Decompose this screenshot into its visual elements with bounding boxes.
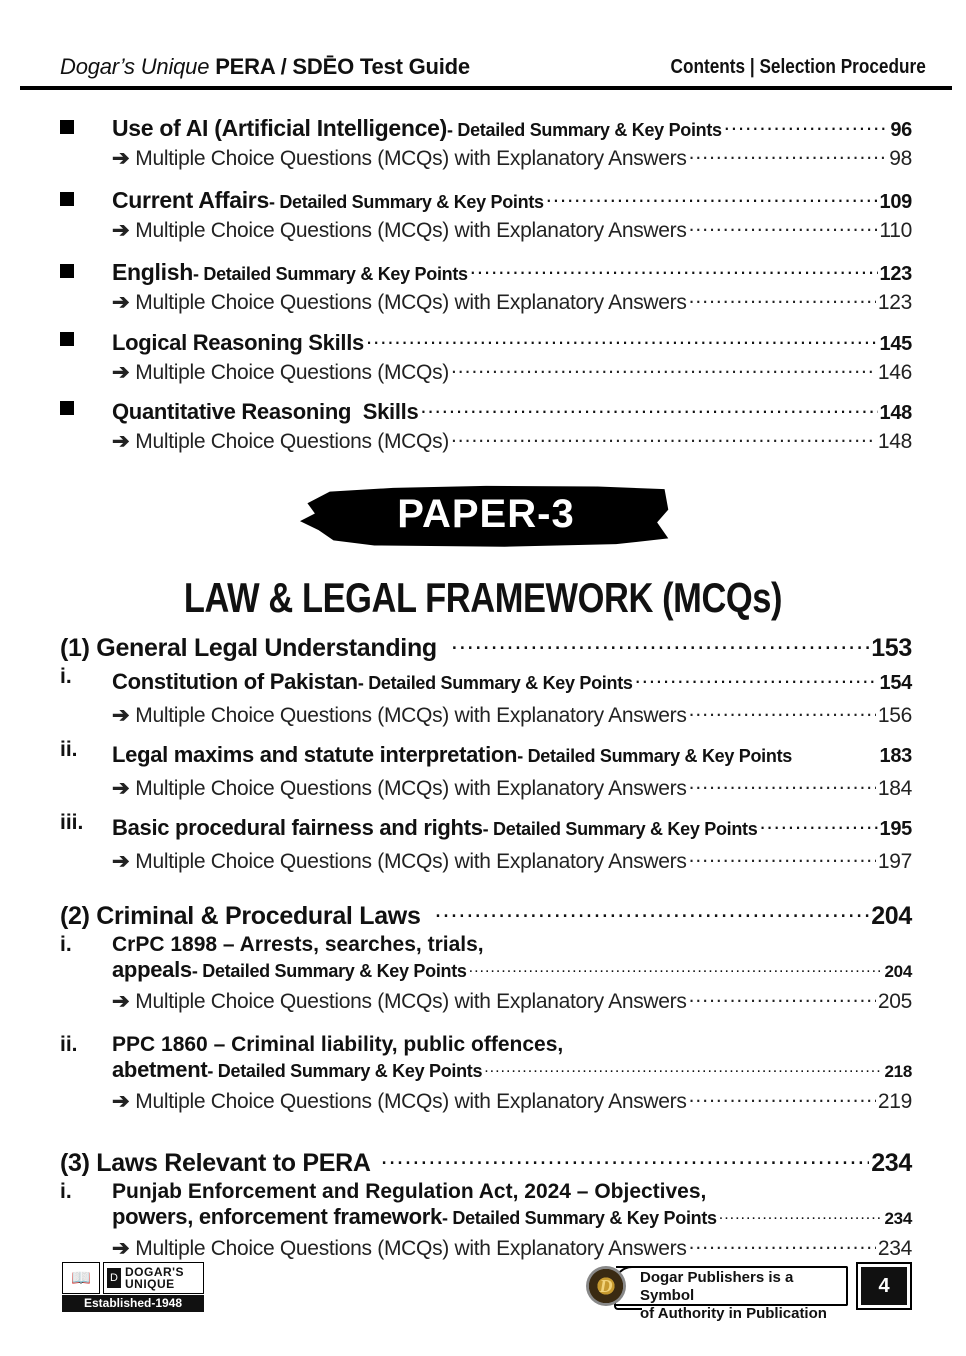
topic-title: Logical Reasoning Skills	[112, 330, 364, 356]
dot-leader	[420, 395, 877, 419]
arrow-right-icon: ➔	[112, 430, 130, 454]
logo-line-1: DOGAR'S	[125, 1265, 185, 1279]
section-heading-row[interactable]	[60, 1143, 912, 1178]
paper-banner	[300, 478, 672, 554]
dot-leader	[689, 286, 876, 309]
dot-leader	[724, 112, 889, 136]
roman-numeral: ii.	[60, 737, 78, 761]
toc-topic-row[interactable]	[112, 395, 912, 425]
dot-leader	[451, 425, 876, 448]
footer-slogan-block	[586, 1262, 912, 1322]
roman-numeral: ii.	[60, 1032, 78, 1056]
toc-topic-row[interactable]	[112, 811, 912, 841]
dogar-mark-icon: D	[107, 1268, 121, 1288]
book-reader-icon: 📖	[62, 1262, 100, 1294]
topic-title: English	[112, 259, 193, 286]
dot-leader	[689, 142, 888, 165]
arrow-right-icon: ➔	[112, 219, 130, 243]
dot-leader	[689, 985, 876, 1008]
page-number-box	[856, 1262, 912, 1310]
guide-title: PERA / SDĒO Test Guide	[215, 54, 470, 79]
toc-mcq-row[interactable]	[112, 1085, 912, 1114]
arrow-right-icon: ➔	[112, 147, 130, 171]
book-title	[60, 54, 470, 80]
dot-leader	[451, 356, 876, 379]
topic-title-line1: CrPC 1898 – Arrests, searches, trials,	[112, 932, 484, 956]
section-heading-row[interactable]	[60, 896, 912, 931]
topic-suffix: - Detailed Summary & Key Points	[207, 1060, 483, 1081]
square-bullet-icon	[60, 264, 74, 278]
mcq-title: Multiple Choice Questions (MCQs) with Explanatory Answers	[135, 989, 687, 1013]
page-number: 148	[879, 402, 912, 425]
mcq-title: Multiple Choice Questions (MCQs) with Explanatory Answers	[135, 1089, 687, 1113]
mcq-title: Multiple Choice Questions (MCQs) with Explanatory Answers	[135, 776, 687, 800]
page-number: 204	[884, 961, 912, 981]
toc-entry	[60, 1033, 912, 1133]
topic-suffix: - Detailed Summary & Key Points	[446, 120, 722, 141]
dot-leader	[689, 699, 876, 722]
page-number: 204	[871, 901, 912, 930]
toc-mcq-row[interactable]	[112, 699, 912, 728]
toc-section-3	[60, 1143, 912, 1261]
page-number: 123	[877, 291, 912, 315]
dot-leader	[635, 665, 878, 689]
mcq-title: Multiple Choice Questions (MCQs) with Explanatory Answers	[135, 219, 687, 243]
topic-title: Use of AI (Artificial Intelligence)	[112, 115, 447, 142]
section-label: Contents | Selection Procedure	[670, 56, 926, 78]
dogar-seal-icon: D	[586, 1266, 626, 1306]
topic-title: Current Affairs	[112, 187, 269, 214]
page-number: 219	[877, 1089, 912, 1113]
topic-title: abetment	[112, 1056, 208, 1082]
square-bullet-icon	[60, 401, 74, 415]
page-number: 205	[877, 989, 912, 1013]
page-header	[20, 52, 952, 90]
page-number: 96	[890, 119, 912, 142]
brand-box	[103, 1262, 204, 1294]
paper-label: PAPER-3	[397, 492, 575, 536]
dot-leader	[435, 896, 870, 924]
topic-suffix: - Detailed Summary & Key Points	[191, 960, 467, 981]
roman-numeral: iii.	[60, 810, 84, 834]
page-number: 146	[877, 361, 912, 385]
dot-leader	[381, 1143, 870, 1171]
dot-leader	[484, 1059, 882, 1077]
topic-suffix: - Detailed Summary & Key Points	[441, 1207, 717, 1228]
logo-line-2: UNIQUE	[125, 1277, 175, 1291]
toc-entry	[60, 326, 912, 395]
topic-title: appeals	[112, 956, 192, 982]
toc-entry	[60, 184, 912, 256]
topic-suffix: - Detailed Summary & Key Points	[482, 818, 758, 839]
publisher-slogan	[616, 1266, 848, 1322]
toc-mcq-row[interactable]	[112, 142, 912, 171]
square-bullet-icon	[60, 192, 74, 206]
dot-leader	[794, 738, 796, 762]
toc-topic-row[interactable]	[112, 957, 912, 983]
brand-name: Dogar’s Unique	[60, 54, 210, 79]
toc-entry	[60, 665, 912, 738]
page-number: 218	[884, 1061, 912, 1081]
page-number: 234	[884, 1208, 912, 1228]
toc-topic-row[interactable]	[112, 256, 912, 286]
arrow-right-icon: ➔	[112, 291, 130, 315]
dot-leader	[546, 184, 878, 208]
dot-leader	[469, 959, 883, 977]
toc-section-2	[60, 896, 912, 1133]
mcq-title: Multiple Choice Questions (MCQs) with Explanatory Answers	[135, 1236, 687, 1260]
toc-entry	[60, 112, 912, 184]
page-number: 98	[889, 147, 912, 171]
toc-mcq-row[interactable]	[112, 985, 912, 1014]
arrow-right-icon: ➔	[112, 989, 130, 1013]
paper-title: LAW & LEGAL FRAMEWORK (MCQs)	[183, 574, 783, 621]
dot-leader	[689, 1232, 876, 1255]
page-number: 110	[879, 219, 912, 243]
toc-topic-row[interactable]	[112, 184, 912, 214]
page-number: 109	[879, 191, 912, 214]
arrow-right-icon: ➔	[112, 361, 130, 385]
roman-numeral: i.	[60, 664, 72, 688]
toc-topic-row[interactable]	[112, 1204, 912, 1230]
topic-title: Basic procedural fairness and rights	[112, 814, 483, 840]
square-bullet-icon	[60, 332, 74, 346]
slogan-line-2: of Authority in Publication	[640, 1305, 827, 1322]
dot-leader	[689, 772, 876, 795]
page-number: 148	[877, 430, 912, 454]
toc-mcq-row[interactable]	[112, 845, 912, 874]
toc-entry	[60, 395, 912, 455]
toc-topic-row[interactable]	[112, 738, 912, 768]
page-number: 156	[877, 703, 912, 727]
page-number: 154	[879, 671, 912, 694]
toc-topic-row[interactable]	[112, 665, 912, 695]
arrow-right-icon: ➔	[112, 849, 130, 873]
mcq-title: Multiple Choice Questions (MCQs) with Explanatory Answers	[135, 849, 687, 873]
topic-title: Quantitative Reasoning Skills	[112, 399, 419, 425]
toc-mcq-row[interactable]	[112, 356, 912, 385]
mcq-title: Multiple Choice Questions (MCQs) with Explanatory Answers	[135, 703, 687, 727]
arrow-right-icon: ➔	[112, 703, 130, 727]
toc-entry	[60, 1180, 912, 1261]
section-heading-row[interactable]	[60, 628, 912, 663]
established-label: Established-1948	[62, 1295, 204, 1312]
mcq-title: Multiple Choice Questions (MCQs) with Explanatory Answers	[135, 147, 687, 171]
toc-topic-row[interactable]	[112, 112, 912, 142]
toc-mcq-row[interactable]	[112, 286, 912, 315]
toc-entry	[60, 256, 912, 326]
topic-suffix: - Detailed Summary & Key Points	[268, 192, 544, 213]
toc-topic-list	[60, 112, 912, 455]
page-number: 145	[879, 333, 912, 356]
topic-title-line1: Punjab Enforcement and Regulation Act, 2024 – Objectives,	[112, 1179, 707, 1203]
dot-leader	[470, 256, 878, 280]
page-number: 153	[871, 633, 912, 662]
arrow-right-icon: ➔	[112, 776, 130, 800]
topic-title-line1: PPC 1860 – Criminal liability, public offences,	[112, 1032, 564, 1056]
publisher-logo	[62, 1262, 204, 1312]
dot-leader	[689, 845, 876, 868]
toc-entry	[60, 811, 912, 881]
page-number: 184	[877, 776, 912, 800]
toc-mcq-row[interactable]	[112, 1232, 912, 1261]
toc-entry	[60, 738, 912, 811]
topic-title: Constitution of Pakistan	[112, 668, 358, 694]
mcq-title: Multiple Choice Questions (MCQs)	[135, 430, 449, 454]
roman-numeral: i.	[60, 1179, 72, 1203]
toc-topic-row[interactable]	[112, 326, 912, 356]
dot-leader	[759, 811, 877, 835]
topic-suffix: - Detailed Summary & Key Points	[192, 264, 468, 285]
mcq-title: Multiple Choice Questions (MCQs)	[135, 361, 449, 385]
page-number: 195	[879, 817, 912, 840]
mcq-title: Multiple Choice Questions (MCQs) with Explanatory Answers	[135, 291, 687, 315]
toc-topic-row[interactable]	[112, 1057, 912, 1083]
page-number: 4	[861, 1267, 907, 1305]
roman-numeral: i.	[60, 932, 72, 956]
arrow-right-icon: ➔	[112, 1236, 130, 1260]
topic-title: powers, enforcement framework	[112, 1203, 442, 1229]
page-number: 183	[879, 744, 912, 767]
page-number: 197	[877, 849, 912, 873]
section-title: (3) Laws Relevant to PERA	[60, 1148, 371, 1177]
toc-section-1	[60, 628, 912, 881]
topic-suffix: - Detailed Summary & Key Points	[357, 672, 633, 693]
page-number: 234	[871, 1148, 912, 1177]
dot-leader	[451, 628, 869, 656]
page-number: 234	[877, 1236, 912, 1260]
section-title: (1) General Legal Understanding	[60, 633, 437, 662]
topic-title: Legal maxims and statute interpretation	[112, 741, 518, 767]
toc-entry	[60, 933, 912, 1033]
toc-mcq-row[interactable]	[112, 425, 912, 454]
dot-leader	[689, 1085, 876, 1108]
dot-leader	[689, 214, 878, 237]
toc-mcq-row[interactable]	[112, 772, 912, 801]
toc-mcq-row[interactable]	[112, 214, 912, 243]
slogan-line-1: Dogar Publishers is a Symbol	[640, 1269, 794, 1304]
section-title: (2) Criminal & Procedural Laws	[60, 901, 421, 930]
square-bullet-icon	[60, 120, 74, 134]
dot-leader	[719, 1206, 883, 1224]
topic-suffix: - Detailed Summary & Key Points	[517, 745, 792, 766]
page-number: 123	[879, 263, 912, 286]
dot-leader	[366, 326, 878, 350]
arrow-right-icon: ➔	[112, 1089, 130, 1113]
